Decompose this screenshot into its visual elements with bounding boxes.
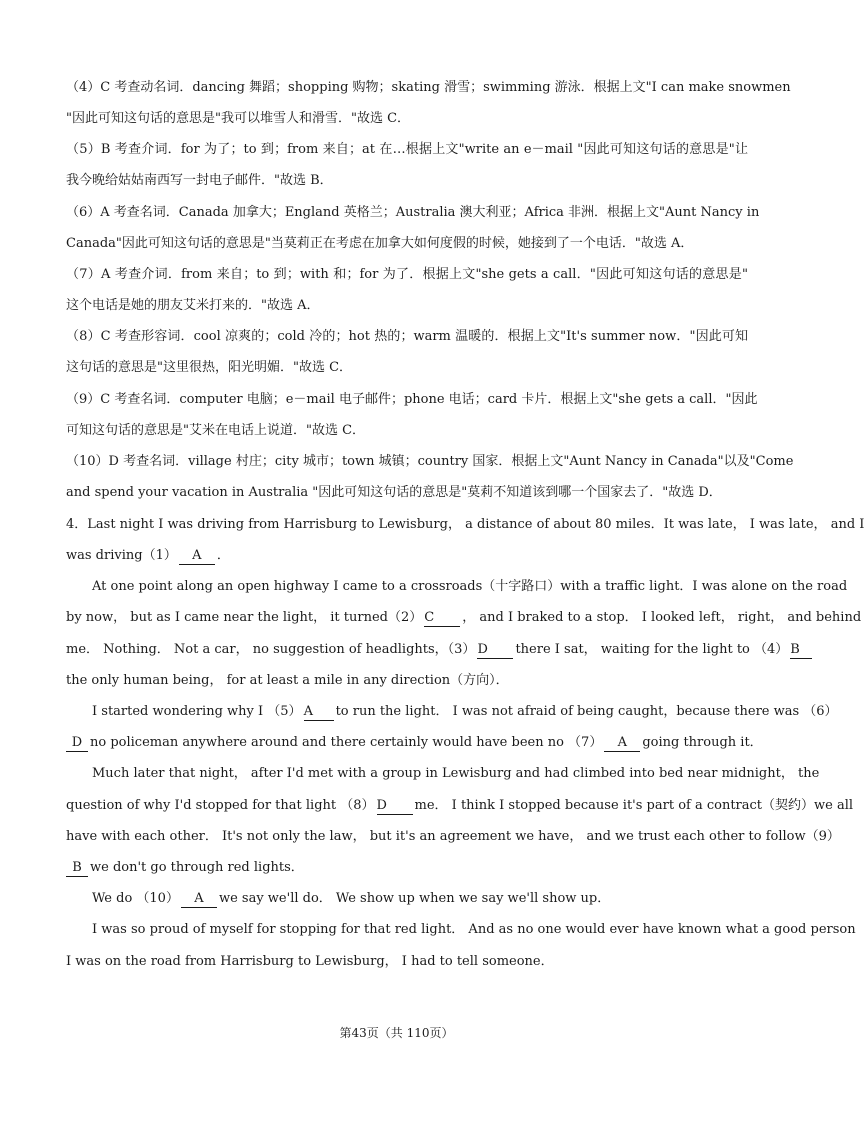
passage-text: we say we'll do． We show up when we say we'll show up． bbox=[218, 891, 611, 906]
answer-blank-6: D bbox=[66, 735, 88, 752]
passage-line: the only human being， for at least a mile in any direction（方向）． bbox=[66, 673, 509, 688]
answer-blank-8: D bbox=[377, 798, 413, 815]
passage-line bbox=[66, 634, 800, 665]
explanation-line: （5）B 考查介词．for 为了；to 到；from 来自；at 在…根据上文"write an e－mail "因此可知这句话的意思是"让 bbox=[66, 142, 748, 157]
passage-line bbox=[66, 790, 854, 821]
explanation-line: and spend your vacation in Australia "因此可知这句话的意思是"莫莉不知道该到哪一个国家去了．"故选 D． bbox=[66, 485, 722, 500]
passage-text: me． I think I stopped because it's part of a contract（契约）we all bbox=[414, 798, 854, 813]
passage-text: question of why I'd stopped for that light （8） bbox=[66, 798, 375, 813]
passage-line bbox=[66, 540, 748, 571]
passage-line bbox=[66, 602, 862, 633]
passage-text: going through it． bbox=[642, 735, 763, 750]
passage-text: ， and I braked to a stop． I looked left， right， and behind bbox=[462, 610, 862, 625]
answer-blank-5: A bbox=[304, 704, 334, 721]
passage-line: have with each other． It's not only the law， but it's an agreement we have， and we trust each other to follow（9） bbox=[66, 829, 840, 844]
explanation-line: （8）C 考查形容词．cool 凉爽的；cold 冷的；hot 热的；warm 温暖的．根据上文"It's summer now．"因此可知 bbox=[66, 329, 748, 344]
passage-line: 4．Last night I was driving from Harrisburg to Lewisburg， a distance of about 80 miles．It was late， I was late， and I bbox=[66, 517, 864, 532]
answer-blank-7: A bbox=[604, 735, 640, 752]
answer-blank-4: B bbox=[790, 642, 812, 659]
passage-text: to run the light． I was not afraid of being caught，because there was （6） bbox=[335, 704, 838, 719]
answer-blank-9: B bbox=[66, 860, 88, 877]
answer-blank-2: C bbox=[424, 610, 460, 627]
passage-line: Much later that night， after I'd met with a group in Lewisburg and had climbed into bed near midnight， the bbox=[92, 766, 820, 781]
answer-blank-1: A bbox=[179, 548, 215, 565]
passage-line: I was so proud of myself for stopping for that red light． And as no one would ever have known what a good person bbox=[92, 922, 856, 937]
explanation-line: Canada"因此可知这句话的意思是"当莫莉正在考虑在加拿大如何度假的时候，她接到了一个电话．"故选 A． bbox=[66, 236, 694, 251]
passage-text: there I sat， waiting for the light to （4） bbox=[515, 642, 789, 657]
explanation-line: 我今晚给姑姑南西写一封电子邮件．"故选 B． bbox=[66, 173, 333, 188]
passage-text: ． bbox=[216, 548, 230, 563]
passage-text: was driving（1） bbox=[66, 548, 177, 563]
answer-blank-3: D bbox=[477, 642, 513, 659]
passage-text: We do （10） bbox=[92, 891, 179, 906]
passage-text: me． Nothing． Not a car， no suggestion of headlights，（3） bbox=[66, 642, 476, 657]
explanation-line: （7）A 考查介词．from 来自；to 到；with 和；for 为了．根据上文"she gets a call．"因此可知这句话的意思是" bbox=[66, 267, 748, 282]
passage-text: I started wondering why I （5） bbox=[92, 704, 302, 719]
explanation-line: （10）D 考查名词．village 村庄；city 城市；town 城镇；country 国家．根据上文"Aunt Nancy in Canada"以及"Come bbox=[66, 454, 794, 469]
page-number: 第43页（共 110页） bbox=[339, 1026, 454, 1040]
explanation-line: （6）A 考查名词．Canada 加拿大；England 英格兰；Australia 澳大利亚；Africa 非洲．根据上文"Aunt Nancy in bbox=[66, 205, 760, 220]
passage-line: At one point along an open highway I came to a crossroads（十字路口）with a traffic light．I was alone on the road bbox=[92, 579, 848, 594]
passage-line bbox=[66, 852, 748, 883]
passage-line bbox=[92, 696, 838, 727]
explanation-line: 这句话的意思是"这里很热，阳光明媚．"故选 C． bbox=[66, 360, 353, 375]
explanation-line: 可知这句话的意思是"艾米在电话上说道．"故选 C． bbox=[66, 423, 366, 438]
explanation-line: （9）C 考查名词．computer 电脑；e－mail 电子邮件；phone 电话；card 卡片．根据上文"she gets a call．"因此 bbox=[66, 392, 758, 407]
explanation-line: "因此可知这句话的意思是"我可以堆雪人和滑雪．"故选 C． bbox=[66, 111, 411, 126]
explanation-line: 这个电话是她的朋友艾米打来的．"故选 A． bbox=[66, 298, 320, 313]
answer-blank-10: A bbox=[181, 891, 217, 908]
passage-line bbox=[66, 727, 763, 758]
explanation-line: （4）C 考查动名词．dancing 舞蹈；shopping 购物；skating 滑雪；swimming 游泳．根据上文"I can make snowmen bbox=[66, 80, 791, 95]
passage-text: by now， but as I came near the light， it turned（2） bbox=[66, 610, 423, 625]
passage-line: I was on the road from Harrisburg to Lewisburg， I had to tell someone． bbox=[66, 954, 554, 969]
passage-text: no policeman anywhere around and there certainly would have been no （7） bbox=[90, 735, 603, 750]
passage-text: we don't go through red lights． bbox=[90, 860, 304, 875]
passage-line bbox=[92, 883, 748, 914]
